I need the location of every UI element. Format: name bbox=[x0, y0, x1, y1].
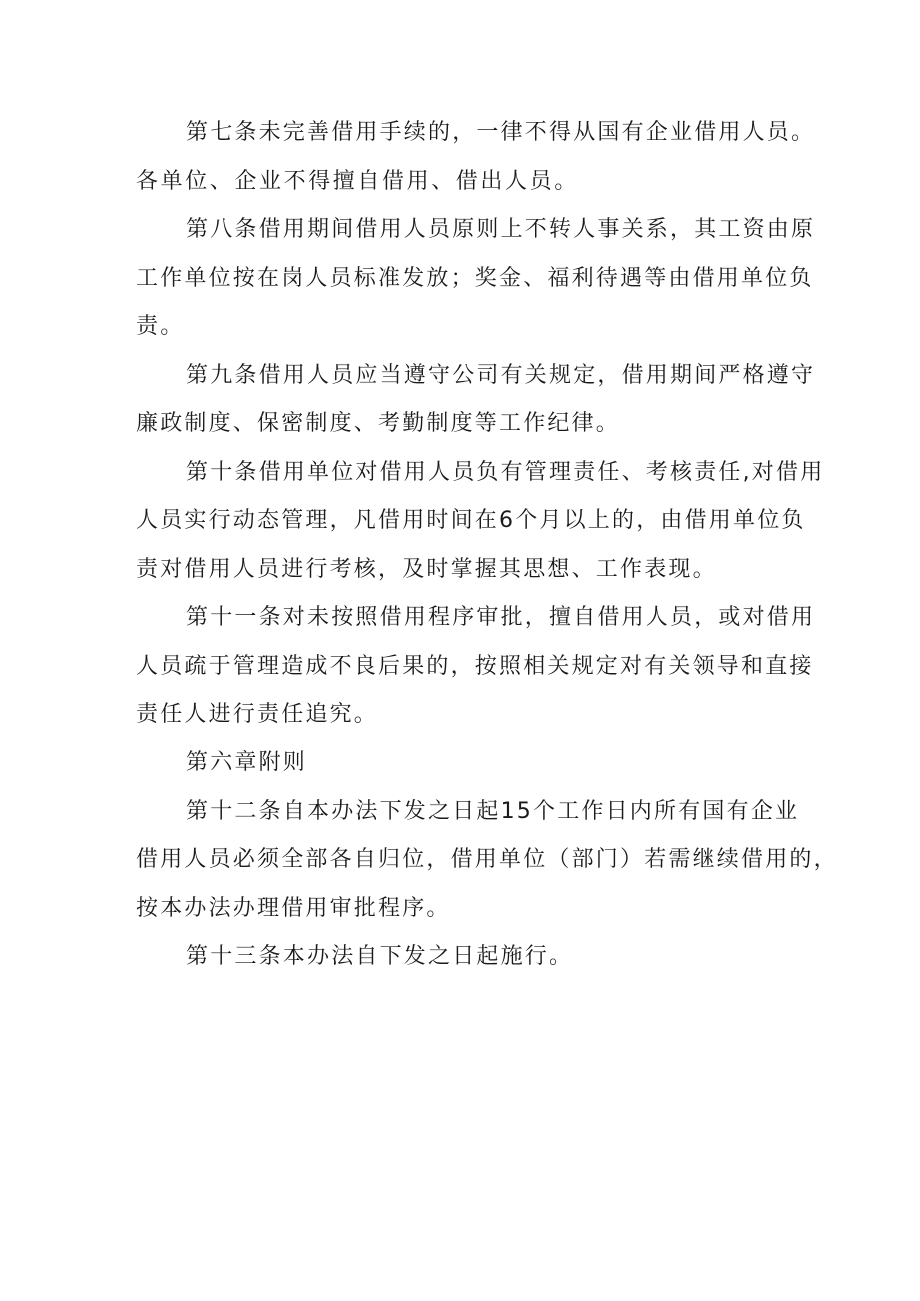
chapter-6-heading: 第六章附则 bbox=[186, 750, 308, 775]
article-11-line-2: 人员疏于管理造成不良后果的，按照相关规定对有关领导和直接 bbox=[136, 654, 814, 679]
article-9-line-2: 廉政制度、保密制度、考勤制度等工作纪律。 bbox=[136, 411, 621, 436]
article-12-line-2: 借用人员必须全部各自归位，借用单位（部门）若需继续借用的， bbox=[136, 847, 838, 872]
article-10-line-1: 第十条借用单位对借用人员负有管理责任、考核责任,对借用 bbox=[186, 460, 825, 485]
article-11-line-3: 责任人进行责任追究。 bbox=[136, 702, 379, 727]
article-13-line-1: 第十三条本办法自下发之日起施行。 bbox=[186, 944, 574, 969]
article-9-line-1: 第九条借用人员应当遵守公司有关规定，借用期间严格遵守 bbox=[186, 363, 816, 388]
article-8-line-1: 第八条借用期间借用人员原则上不转人事关系，其工资由原 bbox=[186, 217, 816, 242]
article-7-line-1: 第七条未完善借用手续的，一律不得从国有企业借用人员。 bbox=[186, 120, 816, 145]
article-11-line-1: 第十一条对未按照借用程序审批，擅自借用人员，或对借用 bbox=[186, 605, 816, 630]
article-12-line-1: 第十二条自本办法下发之日起15个工作日内所有国有企业 bbox=[186, 799, 800, 824]
article-8-line-3: 责。 bbox=[136, 314, 185, 339]
article-10-line-2: 人员实行动态管理，凡借用时间在6个月以上的，由借用单位负 bbox=[136, 508, 806, 533]
article-8-line-2: 工作单位按在岗人员标准发放；奖金、福利待遇等由借用单位负 bbox=[136, 266, 814, 291]
article-12-line-3: 按本办法办理借用审批程序。 bbox=[136, 896, 451, 921]
article-10-line-3: 责对借用人员进行考核，及时掌握其思想、工作表现。 bbox=[136, 557, 717, 582]
article-7-line-2: 各单位、企业不得擅自借用、借出人员。 bbox=[136, 169, 579, 194]
